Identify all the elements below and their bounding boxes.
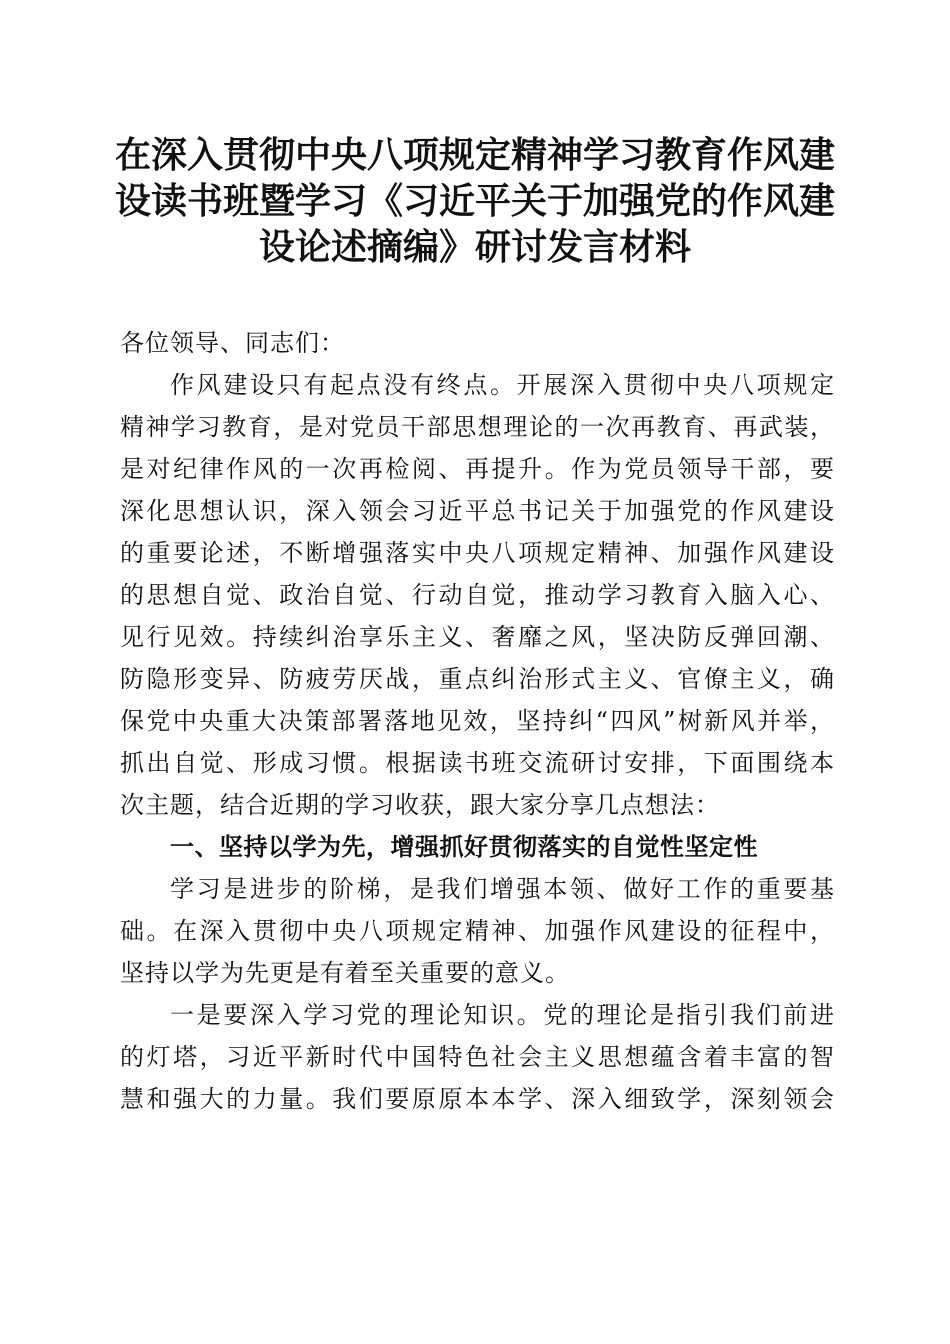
title-line: 在深入贯彻中央八项规定精神学习教育作风建 xyxy=(114,134,835,176)
paragraph-line: 保党中央重大决策部署落地见效，坚持纠“四风”树新风并举， xyxy=(120,707,835,735)
paragraph-line: 防隐形变异、防疲劳厌战，重点纠治形式主义、官僚主义，确 xyxy=(120,665,835,693)
paragraph-line: 次主题，结合近期的学习收获，跟大家分享几点想法： xyxy=(120,791,720,819)
paragraph-line: 慧和强大的力量。我们要原原本本学、深入细致学，深刻领会 xyxy=(120,1085,835,1113)
paragraph-line: 学习是进步的阶梯，是我们增强本领、做好工作的重要基 xyxy=(170,875,835,903)
paragraph-line: 的思想自觉、政治自觉、行动自觉，推动学习教育入脑入心、 xyxy=(120,581,835,609)
title-line: 设读书班暨学习《习近平关于加强党的作风建 xyxy=(114,180,835,222)
paragraph-line: 础。在深入贯彻中央八项规定精神、加强作风建设的征程中， xyxy=(120,917,835,945)
section-heading: 一、坚持以学为先，增强抓好贯彻落实的自觉性坚定性 xyxy=(170,833,758,861)
paragraph-line: 一是要深入学习党的理论知识。党的理论是指引我们前进 xyxy=(170,1001,835,1029)
paragraph-line: 的重要论述，不断增强落实中央八项规定精神、加强作风建设 xyxy=(120,539,835,567)
paragraph-line: 坚持以学为先更是有着至关重要的意义。 xyxy=(120,959,570,987)
paragraph-line: 的灯塔，习近平新时代中国特色社会主义思想蕴含着丰富的智 xyxy=(120,1043,835,1071)
paragraph-line: 精神学习教育，是对党员干部思想理论的一次再教育、再武装， xyxy=(120,413,835,441)
document-title xyxy=(100,132,850,270)
title-line: 设论述摘编》研讨发言材料 xyxy=(258,226,691,268)
paragraph-line: 深化思想认识，深入领会习近平总书记关于加强党的作风建设 xyxy=(120,497,835,525)
document-body xyxy=(120,322,835,1120)
paragraph-line: 抓出自觉、形成习惯。根据读书班交流研讨安排，下面围绕本 xyxy=(120,749,835,777)
paragraph-line: 是对纪律作风的一次再检阅、再提升。作为党员领导干部，要 xyxy=(120,455,835,483)
paragraph-line: 见行见效。持续纠治享乐主义、奢靡之风，坚决防反弹回潮、 xyxy=(120,623,835,651)
paragraph-line: 作风建设只有起点没有终点。开展深入贯彻中央八项规定 xyxy=(170,371,835,399)
salutation: 各位领导、同志们： xyxy=(120,329,345,357)
